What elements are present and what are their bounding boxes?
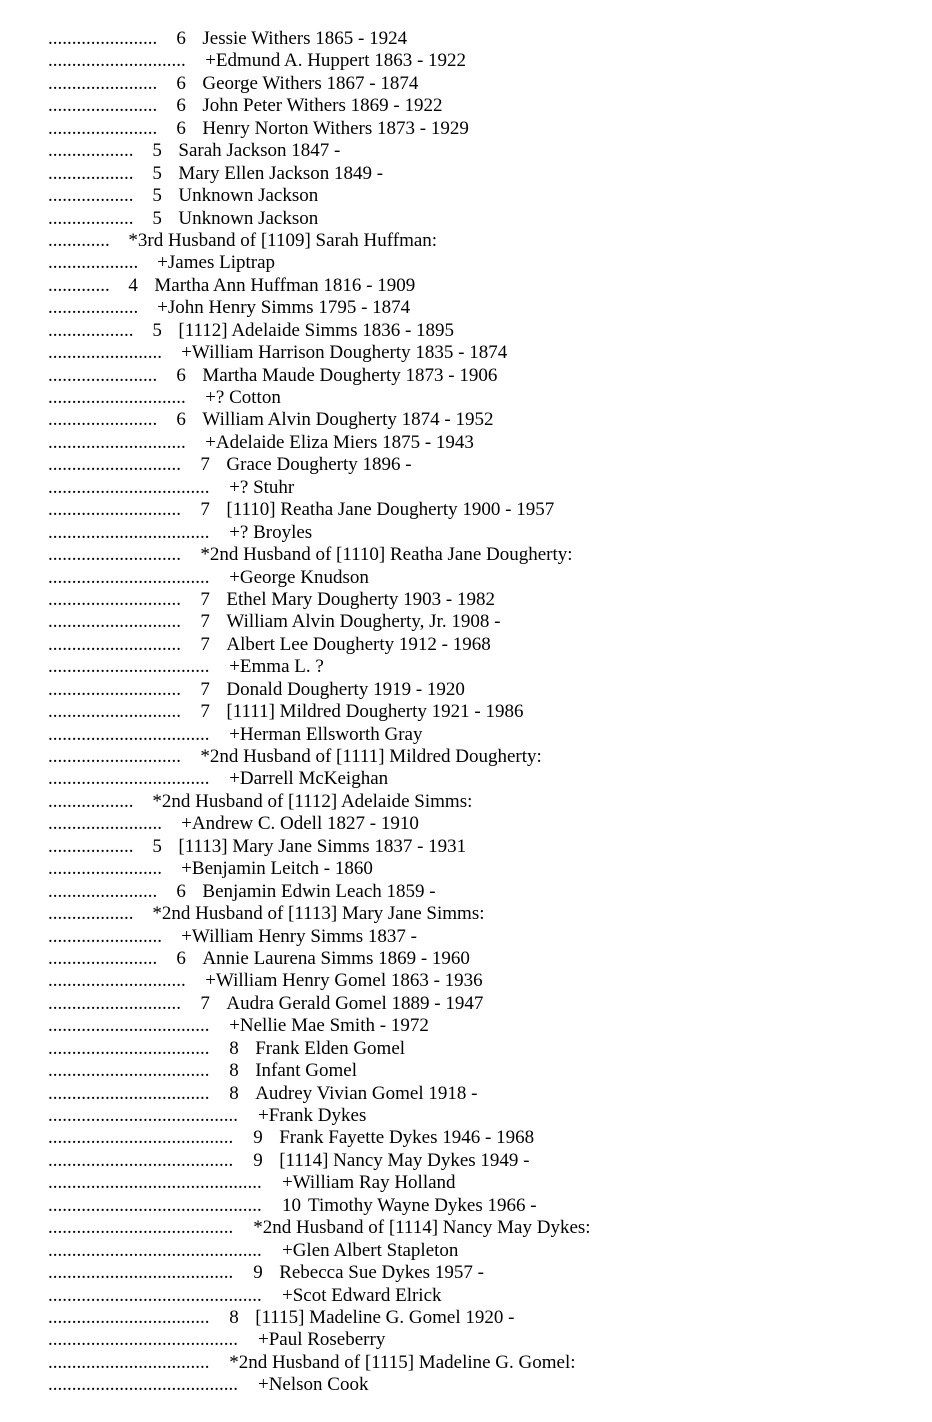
person-name: George Withers 1867 - 1874: [202, 72, 419, 94]
leader-dots: ...................: [48, 297, 139, 319]
generation-number: 5: [152, 140, 162, 162]
leader-dots: .............................................: [48, 1239, 262, 1261]
report-line: [48, 1329, 908, 1351]
leader-dots: .......................................: [48, 1149, 234, 1171]
additional-spouse-heading: *2nd Husband of [1113] Mary Jane Simms:: [152, 903, 485, 925]
report-line: [48, 1060, 908, 1082]
spouse-name: +Benjamin Leitch - 1860: [181, 858, 373, 880]
person-name: Benjamin Edwin Leach 1859 -: [202, 880, 436, 902]
report-line: [48, 656, 908, 678]
person-name: Sarah Jackson 1847 -: [178, 140, 341, 162]
leader-dots: ..................................: [48, 476, 210, 498]
report-line: [48, 1083, 908, 1105]
spouse-name: +Darrell McKeighan: [229, 768, 389, 790]
generation-number: 7: [200, 992, 210, 1014]
spouse-name: +Adelaide Eliza Miers 1875 - 1943: [205, 431, 474, 453]
additional-spouse-heading: *2nd Husband of [1110] Reatha Jane Dougherty:: [200, 544, 573, 566]
leader-dots: ........................: [48, 858, 162, 880]
descendant-report: [48, 28, 908, 1397]
person-name: Rebecca Sue Dykes 1957 -: [279, 1262, 484, 1284]
generation-number: 7: [200, 678, 210, 700]
generation-number: 6: [176, 880, 186, 902]
report-line: [48, 140, 908, 162]
person-name: Grace Dougherty 1896 -: [226, 454, 412, 476]
report-line: [48, 1217, 908, 1239]
leader-dots: .......................: [48, 28, 158, 49]
report-line: [48, 746, 908, 768]
person-name: William Alvin Dougherty, Jr. 1908 -: [226, 611, 501, 633]
leader-dots: ..................: [48, 903, 134, 925]
report-line: [48, 881, 908, 903]
leader-dots: .............................: [48, 970, 186, 992]
leader-dots: ............................: [48, 992, 181, 1014]
leader-dots: ..................................: [48, 768, 210, 790]
person-name: [1111] Mildred Dougherty 1921 - 1986: [226, 701, 524, 723]
leader-dots: ..................: [48, 319, 134, 341]
generation-number: 6: [176, 95, 186, 117]
report-line: [48, 701, 908, 723]
spouse-name: +James Liptrap: [157, 252, 276, 274]
report-line: [48, 1240, 908, 1262]
spouse-name: +William Ray Holland: [282, 1172, 456, 1194]
person-name: Martha Maude Dougherty 1873 - 1906: [202, 364, 498, 386]
leader-dots: ..................................: [48, 1351, 210, 1373]
leader-dots: ...................: [48, 252, 139, 274]
generation-number: 4: [128, 274, 138, 296]
report-line: [48, 118, 908, 140]
leader-dots: .......................................: [48, 1262, 234, 1284]
person-name: Donald Dougherty 1919 - 1920: [226, 678, 465, 700]
leader-dots: ..................................: [48, 1306, 210, 1328]
generation-number: 5: [152, 185, 162, 207]
spouse-name: +Andrew C. Odell 1827 - 1910: [181, 813, 419, 835]
report-line: [48, 544, 908, 566]
report-line: [48, 1195, 908, 1217]
leader-dots: ..................: [48, 185, 134, 207]
leader-dots: ..................: [48, 790, 134, 812]
report-line: [48, 1352, 908, 1374]
report-line: [48, 409, 908, 431]
spouse-name: +William Henry Gomel 1863 - 1936: [205, 970, 483, 992]
report-line: [48, 858, 908, 880]
leader-dots: ........................................: [48, 1105, 238, 1126]
spouse-name: +William Henry Simms 1837 -: [181, 925, 418, 947]
spouse-name: +Emma L. ?: [229, 656, 324, 678]
generation-number: 8: [229, 1306, 239, 1328]
report-line: [48, 320, 908, 342]
leader-dots: ..................................: [48, 521, 210, 543]
generation-number: 6: [176, 117, 186, 139]
report-line: [48, 567, 908, 589]
report-line: [48, 1307, 908, 1329]
generation-number: 7: [200, 499, 210, 521]
leader-dots: ..................................: [48, 1015, 210, 1037]
report-line: [48, 1172, 908, 1194]
person-name: Frank Elden Gomel: [255, 1037, 406, 1059]
leader-dots: .............: [48, 274, 110, 296]
generation-number: 8: [229, 1082, 239, 1104]
report-line: [48, 611, 908, 633]
spouse-name: +Frank Dykes: [258, 1105, 367, 1126]
leader-dots: ..................................: [48, 1060, 210, 1082]
person-name: Unknown Jackson: [178, 207, 319, 229]
leader-dots: ............................: [48, 701, 181, 723]
person-name: Timothy Wayne Dykes 1966 -: [308, 1194, 537, 1216]
leader-dots: .......................: [48, 947, 158, 969]
report-line: [48, 1374, 908, 1396]
report-line: [48, 993, 908, 1015]
leader-dots: .......................: [48, 117, 158, 139]
generation-number: 8: [229, 1037, 239, 1059]
generation-number: 9: [253, 1262, 263, 1284]
leader-dots: ........................................: [48, 1329, 238, 1351]
report-line: [48, 1127, 908, 1149]
leader-dots: ............................: [48, 678, 181, 700]
person-name: Mary Ellen Jackson 1849 -: [178, 162, 384, 184]
person-name: John Peter Withers 1869 - 1922: [202, 95, 443, 117]
person-name: Jessie Withers 1865 - 1924: [202, 28, 408, 49]
report-line: [48, 1038, 908, 1060]
person-name: [1110] Reatha Jane Dougherty 1900 - 1957: [226, 499, 555, 521]
leader-dots: ........................................: [48, 1374, 238, 1396]
report-line: [48, 230, 908, 252]
report-line: [48, 724, 908, 746]
generation-number: 7: [200, 611, 210, 633]
leader-dots: ..................: [48, 835, 134, 857]
person-name: Frank Fayette Dykes 1946 - 1968: [279, 1127, 535, 1149]
spouse-name: +William Harrison Dougherty 1835 - 1874: [181, 342, 508, 364]
report-line: [48, 432, 908, 454]
report-line: [48, 252, 908, 274]
leader-dots: ..................: [48, 162, 134, 184]
report-line: [48, 50, 908, 72]
report-line: [48, 365, 908, 387]
generation-number: 9: [253, 1127, 263, 1149]
additional-spouse-heading: *2nd Husband of [1112] Adelaide Simms:: [152, 790, 473, 812]
leader-dots: ............................: [48, 611, 181, 633]
person-name: [1112] Adelaide Simms 1836 - 1895: [178, 319, 455, 341]
report-line: [48, 454, 908, 476]
leader-dots: .............................: [48, 50, 186, 72]
person-name: Annie Laurena Simms 1869 - 1960: [202, 947, 470, 969]
leader-dots: ..................................: [48, 1082, 210, 1104]
leader-dots: .............................: [48, 387, 186, 408]
generation-number: 7: [200, 633, 210, 655]
leader-dots: .......................................: [48, 1217, 234, 1239]
person-name: [1115] Madeline G. Gomel 1920 -: [255, 1306, 515, 1328]
additional-spouse-heading: *2nd Husband of [1111] Mildred Dougherty:: [200, 746, 542, 767]
report-line: [48, 185, 908, 207]
leader-dots: .............................................: [48, 1284, 262, 1306]
leader-dots: ..................................: [48, 723, 210, 745]
report-line: [48, 589, 908, 611]
report-line: [48, 970, 908, 992]
leader-dots: ........................: [48, 925, 162, 947]
generation-number: 9: [253, 1149, 263, 1171]
generation-number: 7: [200, 588, 210, 610]
generation-number: 7: [200, 701, 210, 723]
report-line: [48, 791, 908, 813]
report-line: [48, 634, 908, 656]
report-line: [48, 208, 908, 230]
person-name: Audrey Vivian Gomel 1918 -: [255, 1082, 478, 1104]
leader-dots: ..................................: [48, 656, 210, 678]
leader-dots: ............................: [48, 544, 181, 566]
generation-number: 10: [282, 1194, 301, 1216]
report-line: [48, 948, 908, 970]
leader-dots: .............................................: [48, 1172, 262, 1194]
leader-dots: ........................: [48, 342, 162, 364]
generation-number: 6: [176, 364, 186, 386]
report-line: [48, 903, 908, 925]
leader-dots: .......................: [48, 95, 158, 117]
leader-dots: ............................: [48, 454, 181, 476]
person-name: Infant Gomel: [255, 1060, 358, 1082]
generation-number: 6: [176, 72, 186, 94]
leader-dots: ..................................: [48, 1037, 210, 1059]
report-line: [48, 73, 908, 95]
additional-spouse-heading: *2nd Husband of [1115] Madeline G. Gomel:: [229, 1351, 576, 1373]
report-line: [48, 477, 908, 499]
report-line: [48, 499, 908, 521]
generation-number: 6: [176, 28, 186, 49]
generation-number: 8: [229, 1060, 239, 1082]
generation-number: 6: [176, 409, 186, 431]
additional-spouse-heading: *2nd Husband of [1114] Nancy May Dykes:: [253, 1217, 591, 1239]
leader-dots: ..................: [48, 207, 134, 229]
generation-number: 5: [152, 162, 162, 184]
report-line: [48, 342, 908, 364]
spouse-name: +Scot Edward Elrick: [282, 1284, 442, 1306]
person-name: Ethel Mary Dougherty 1903 - 1982: [226, 588, 495, 610]
leader-dots: .............................: [48, 431, 186, 453]
leader-dots: .......................: [48, 880, 158, 902]
spouse-name: +Nellie Mae Smith - 1972: [229, 1015, 429, 1037]
report-line: [48, 163, 908, 185]
report-line: [48, 1015, 908, 1037]
person-name: Henry Norton Withers 1873 - 1929: [202, 117, 469, 139]
leader-dots: ............................: [48, 746, 181, 767]
spouse-name: +George Knudson: [229, 566, 369, 588]
spouse-name: +? Broyles: [229, 521, 313, 543]
spouse-name: +? Stuhr: [229, 476, 295, 498]
spouse-name: +? Cotton: [205, 387, 281, 408]
report-line: [48, 297, 908, 319]
report-line: [48, 679, 908, 701]
generation-number: 5: [152, 207, 162, 229]
person-name: Audra Gerald Gomel 1889 - 1947: [226, 992, 484, 1014]
person-name: William Alvin Dougherty 1874 - 1952: [202, 409, 494, 431]
report-line: [48, 926, 908, 948]
spouse-name: +Herman Ellsworth Gray: [229, 723, 423, 745]
leader-dots: ..................................: [48, 566, 210, 588]
report-line: [48, 522, 908, 544]
leader-dots: ..................: [48, 140, 134, 162]
spouse-name: +Nelson Cook: [258, 1374, 369, 1396]
generation-number: 5: [152, 319, 162, 341]
leader-dots: .......................: [48, 72, 158, 94]
person-name: Unknown Jackson: [178, 185, 319, 207]
leader-dots: ............................: [48, 633, 181, 655]
generation-number: 7: [200, 454, 210, 476]
leader-dots: .......................................: [48, 1127, 234, 1149]
report-line: [48, 768, 908, 790]
report-line: [48, 836, 908, 858]
spouse-name: +Glen Albert Stapleton: [282, 1239, 459, 1261]
report-line: [48, 1285, 908, 1307]
leader-dots: .......................: [48, 364, 158, 386]
leader-dots: ............................: [48, 499, 181, 521]
spouse-name: +Paul Roseberry: [258, 1329, 386, 1351]
spouse-name: +John Henry Simms 1795 - 1874: [157, 297, 411, 319]
report-line: [48, 275, 908, 297]
person-name: Martha Ann Huffman 1816 - 1909: [154, 274, 416, 296]
leader-dots: ........................: [48, 813, 162, 835]
generation-number: 6: [176, 947, 186, 969]
report-line: [48, 95, 908, 117]
leader-dots: .............: [48, 229, 110, 251]
report-line: [48, 1150, 908, 1172]
leader-dots: .......................: [48, 409, 158, 431]
additional-spouse-heading: *3rd Husband of [1109] Sarah Huffman:: [128, 229, 438, 251]
person-name: [1113] Mary Jane Simms 1837 - 1931: [178, 835, 467, 857]
leader-dots: .............................................: [48, 1194, 262, 1216]
report-line: [48, 28, 908, 50]
report-line: [48, 1262, 908, 1284]
person-name: [1114] Nancy May Dykes 1949 -: [279, 1149, 530, 1171]
report-line: [48, 813, 908, 835]
report-line: [48, 387, 908, 409]
leader-dots: ............................: [48, 588, 181, 610]
person-name: Albert Lee Dougherty 1912 - 1968: [226, 633, 491, 655]
generation-number: 5: [152, 835, 162, 857]
report-line: [48, 1105, 908, 1127]
spouse-name: +Edmund A. Huppert 1863 - 1922: [205, 50, 467, 72]
